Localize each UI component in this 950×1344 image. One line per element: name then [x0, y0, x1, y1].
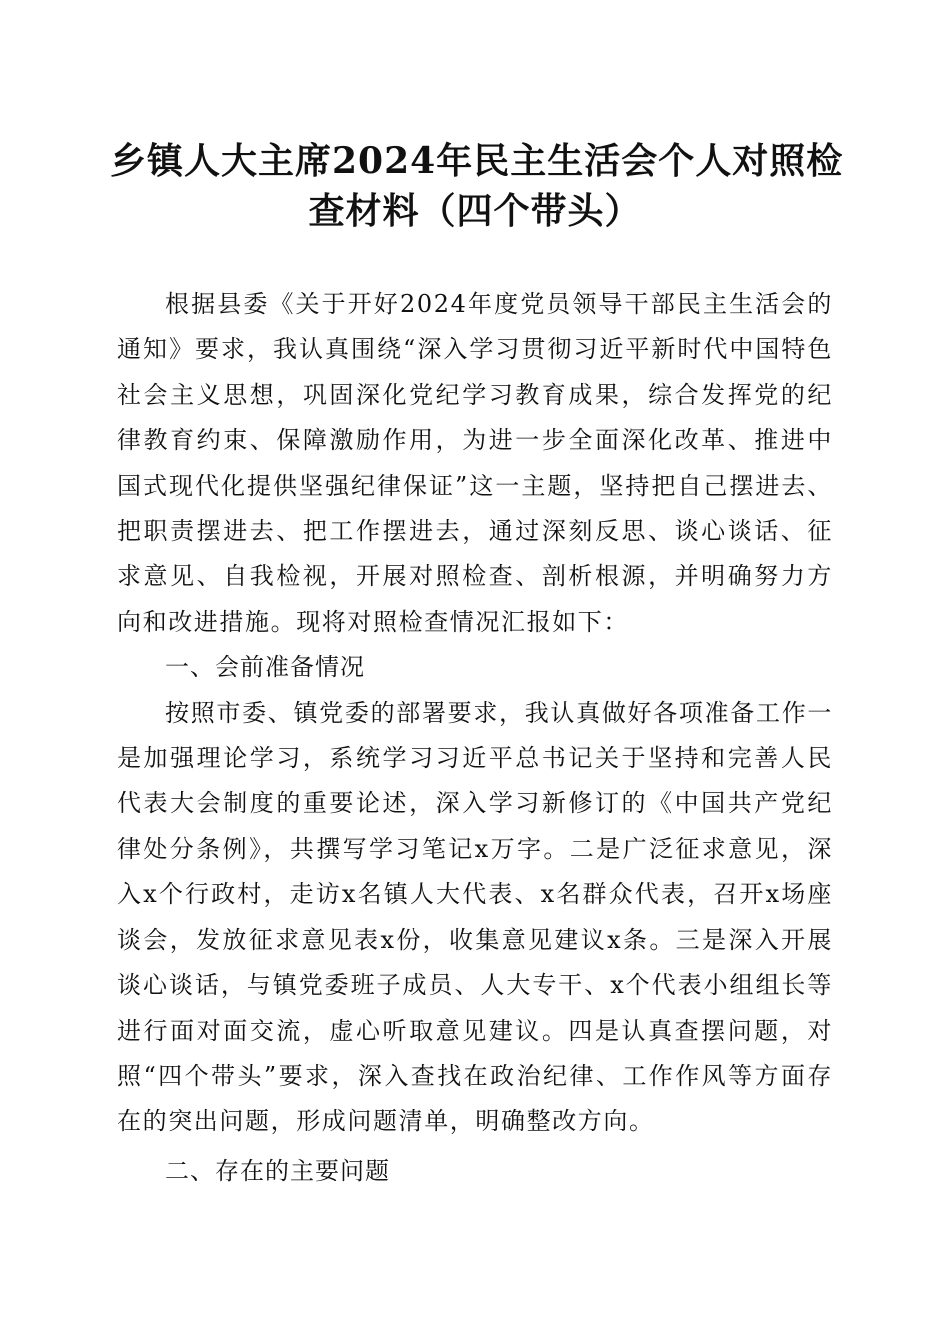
document-body — [117, 282, 833, 1194]
title-line-1: 乡镇人大主席2024年民主生活会个人对照检 — [110, 140, 844, 182]
title-line-2: 查材料（四个带头） — [308, 190, 642, 232]
preparation-paragraph: 按照市委、镇党委的部署要求，我认真做好各项准备工作一是加强理论学习，系统学习习近平总书记关于坚持和完善人民代表大会制度的重要论述，深入学习新修订的《中国共产党纪律处分条例》，共撰写学习笔记x万字。二是广泛征求意见，深入x个行政村，走访x名镇人大代表、x名群众代表，召开x场座谈会，发放征求意见表x份，收集意见建议x条。三是深入开展谈心谈话，与镇党委班子成员、人大专干、x个代表小组组长等进行面对面交流，虚心听取意见建议。四是认真查摆问题，对照“四个带头”要求，深入查找在政治纪律、工作作风等方面存在的突出问题，形成问题清单，明确整改方向。 — [117, 698, 833, 1136]
intro-paragraph: 根据县委《关于开好2024年度党员领导干部民主生活会的通知》要求，我认真围绕“深入学习贯彻习近平新时代中国特色社会主义思想，巩固深化党纪学习教育成果，综合发挥党的纪律教育约束、保障激励作用，为进一步全面深化改革、推进中国式现代化提供坚强纪律保证”这一主题，坚持把自己摆进去、把职责摆进去、把工作摆进去，通过深刻反思、谈心谈话、征求意见、自我检视，开展对照检查、剖析根源，并明确努力方向和改进措施。现将对照检查情况汇报如下： — [117, 290, 833, 636]
section-heading-problems: 二、存在的主要问题 — [165, 1156, 390, 1185]
document-title — [110, 136, 844, 236]
section-heading-preparation: 一、会前准备情况 — [165, 653, 365, 682]
